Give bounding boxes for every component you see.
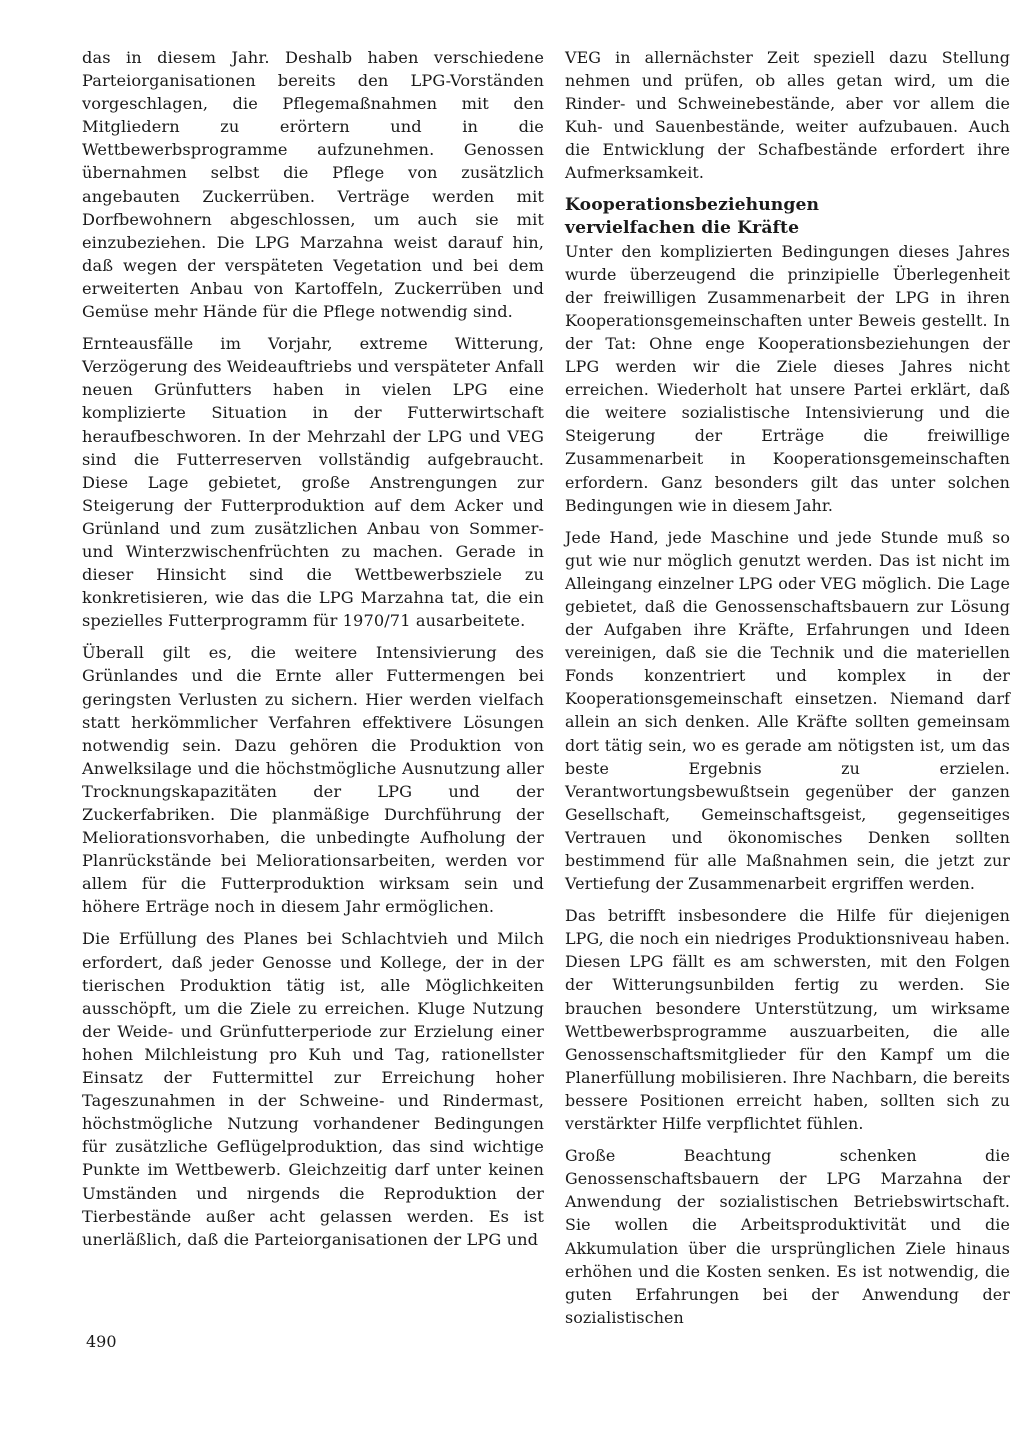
right-paragraph-2: Jede Hand, jede Maschine und jede Stunde muß so gut wie nur möglich genutzt werden. Das ist nicht im Alleingang einzelner LPG oder VEG möglich. Die Lage gebietet, daß die Genossenschaftsbauern zur Lösung der Aufgaben ihre Kräfte, Erfahrungen und Ideen vereinigen, daß sie die Technik und die materiellen Fonds konzentriert und komplex in der Kooperationsgemeinschaft einsetzen. Niemand darf allein an sich denken. Alle Kräfte sollten gemeinsam dort tätig sein, wo es gerade am nötigsten ist, um das beste Ergebnis zu erzielen. Verantwortungsbewußtsein gegenüber der ganzen Gesellschaft, Gemeinschaftsgeist, gegenseitiges Vertrauen und ökonomisches Denken sollten bestimmend für alle Maßnahmen sein, die jetzt zur Vertiefung der Zusammenarbeit ergriffen werden. [565,527,1010,894]
right-column [565,46,1010,1338]
right-intro-paragraph: VEG in allernächster Zeit speziell dazu Stellung nehmen und prüfen, ob alles getan wird, um die Rinder- und Schweinebestände, aber vor allem die Kuh- und Sauenbestände, weiter aufzubauen. Auch die Entwicklung der Schafbestände erfordert ihre Aufmerksamkeit. [565,48,1010,183]
left-paragraph-2: Ernteausfälle im Vorjahr, extreme Witterung, Verzögerung des Weideauftriebs und verspäteter Anfall neuen Grünfutters haben in vielen LPG eine komplizierte Situation in der Futterwirtschaft heraufbeschworen. In der Mehrzahl der LPG und VEG sind die Futterreserven vollständig aufgebraucht. Diese Lage gebietet, große Anstrengungen zur Steigerung der Futterproduktion auf dem Acker und Grünland und zum zusätzlichen Anbau von Sommer- und Winterzwischenfrüchten zu machen. Gerade in dieser Hinsicht sind die Wettbewerbsziele zu konkretisieren, wie das die LPG Marzahna tat, die ein spezielles Futterprogramm für 1970/71 ausarbeitete. [82,334,544,631]
right-paragraph-3: Das betrifft insbesondere die Hilfe für diejenigen LPG, die noch ein niedriges Produktionsniveau haben. Diesen LPG fällt es am schwersten, mit den Folgen der Witterungsunbilden fertig zu werden. Sie brauchen besondere Unterstützung, um wirksame Wettbewerbsprogramme auszuarbeiten, die alle Genossenschaftsmitglieder für den Kampf um die Planerfüllung mobilisieren. Ihre Nachbarn, die bereits bessere Positionen erreicht haben, sollten sich zu verstärkter Hilfe verpflichtet fühlen. [565,906,1010,1134]
right-paragraph-1: Unter den komplizierten Bedingungen dieses Jahres wurde überzeugend die prinzipielle Überlegenheit der freiwilligen Zusammenarbeit der LPG in ihren Kooperationsgemeinschaften unter Beweis gestellt. In der Tat: Ohne enge Kooperationsbeziehungen der LPG werden wir die Ziele dieses Jahres nicht erreichen. Wiederholt hat unsere Partei erklärt, daß die weitere sozialistische Intensivierung und die Steigerung der Erträge die freiwillige Zusammenarbeit in Kooperationsgemeinschaften erfordern. Ganz besonders gilt das unter solchen Bedingungen wie in diesem Jahr. [565,241,1010,515]
section-heading [565,194,1010,240]
left-paragraph-1: das in diesem Jahr. Deshalb haben verschiedene Parteiorganisationen bereits den LPG-Vorständen vorgeschlagen, die Pflegemaßnahmen mit den Mitgliedern zu erörtern und in die Wettbewerbsprogramme aufzunehmen. Genossen übernahmen selbst die Pflege von zusätzlich angebauten Zuckerrüben. Verträge werden mit Dorfbewohnern abgeschlossen, um auch sie mit einzubeziehen. Die LPG Marzahna weist darauf hin, daß wegen der verspäteten Vegetation und bei dem erweiterten Anbau von Kartoffeln, Zuckerrüben und Gemüse mehr Hände für die Pflege notwendig sind. [82,48,544,322]
left-column [82,46,544,1260]
section-heading-line-1: Kooperationsbeziehungen [565,194,820,215]
section-heading-line-2: vervielfachen die Kräfte [565,217,800,238]
page-number: 490 [86,1332,117,1351]
left-paragraph-4: Die Erfüllung des Planes bei Schlachtvieh und Milch erfordert, daß jeder Genosse und Kollege, der in der tierischen Produktion tätig ist, alle Möglichkeiten ausschöpft, um die Ziele zu erreichen. Kluge Nutzung der Weide- und Grünfutterperiode zur Erzielung einer hohen Milchleistung pro Kuh und Tag, rationellster Einsatz der Futtermittel zur Erreichung hoher Tageszunahmen in der Schweine- und Rindermast, höchstmögliche Nutzung vorhandener Bedingungen für zusätzliche Geflügelproduktion, das sind wichtige Punkte im Wettbewerb. Gleichzeitig darf unter keinen Umständen und nirgends die Reproduktion der Tierbestände außer acht gelassen werden. Es ist unerläßlich, daß die Parteiorganisationen der LPG und [82,929,544,1249]
right-paragraph-4: Große Beachtung schenken die Genossenschaftsbauern der LPG Marzahna der Anwendung der sozialistischen Betriebswirtschaft. Sie wollen die Arbeitsproduktivität und die Akkumulation über die ursprünglichen Ziele hinaus erhöhen und die Kosten senken. Es ist notwendig, die guten Erfahrungen bei der Anwendung der sozialistischen [565,1146,1010,1327]
left-paragraph-3: Überall gilt es, die weitere Intensivierung des Grünlandes und die Ernte aller Futtermengen bei geringsten Verlusten zu sichern. Hier werden vielfach statt herkömmlicher Verfahren effektivere Lösungen notwendig sein. Dazu gehören die Produktion von Anwelksilage und die höchstmögliche Ausnutzung aller Trocknungskapazitäten der LPG und der Zuckerfabriken. Die planmäßige Durchführung der Meliorationsvorhaben, die unbedingte Aufholung der Planrückstände bei Meliorationsarbeiten, werden vor allem für die Futterproduktion wirksam sein und höhere Erträge noch in diesem Jahr ermöglichen. [82,643,544,917]
